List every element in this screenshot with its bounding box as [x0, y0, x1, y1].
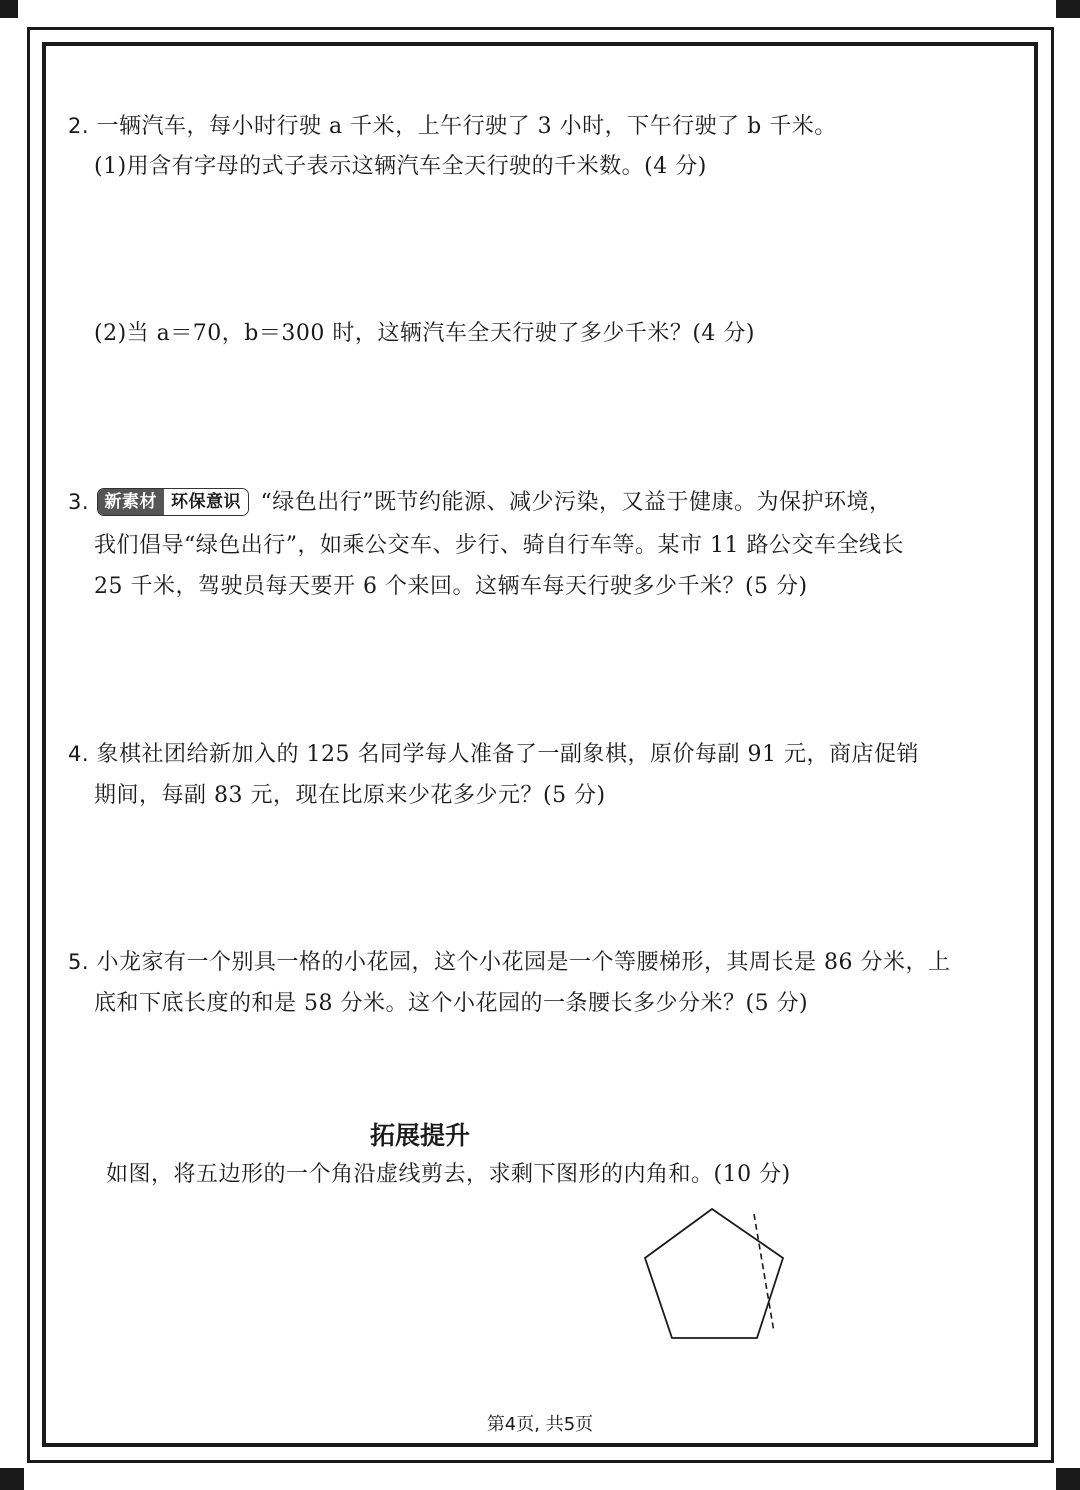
q4-line2: 期间，每副 83 元，现在比原来少花多少元？(5 分) [94, 783, 606, 808]
tag-new-material: 新素材 [98, 489, 165, 515]
q5-number: 5. [68, 950, 90, 974]
q4-number: 4. [68, 742, 90, 766]
corner-mark-top-left [0, 0, 18, 18]
pentagon-shape [645, 1209, 783, 1338]
q5-line1 [68, 947, 951, 978]
q2-number: 2. [68, 114, 90, 138]
q2-part2: (2)当 a＝70，b＝300 时，这辆汽车全天行驶了多少千米？(4 分) [94, 321, 755, 346]
q4-line1-text: 象棋社团给新加入的 125 名同学每人准备了一副象棋，原价每副 91 元，商店促销 [96, 742, 920, 767]
extension-question: 如图，将五边形的一个角沿虚线剪去，求剩下图形的内角和。(10 分) [106, 1162, 791, 1187]
q3-number: 3. [68, 490, 90, 514]
q3-line2: 我们倡导“绿色出行”，如乘公交车、步行、骑自行车等。某市 11 路公交车全线长 [94, 533, 904, 558]
corner-mark-top-right [1056, 0, 1080, 18]
q4-line1 [68, 739, 919, 770]
q3-line1-text: “绿色出行”既节约能源、减少污染，又益于健康。为保护环境， [260, 490, 892, 515]
q5-line1-text: 小龙家有一个别具一格的小花园，这个小花园是一个等腰梯形，其周长是 86 分米，上 [96, 950, 951, 975]
corner-mark-bottom-left [0, 1468, 24, 1490]
page-number: 第4页, 共5页 [486, 1414, 594, 1435]
q3-line3: 25 千米，驾驶员每天要开 6 个来回。这辆车每天行驶多少千米？(5 分) [94, 574, 808, 599]
q2-stem-text: 一辆汽车，每小时行驶 a 千米，上午行驶了 3 小时，下午行驶了 b 千米。 [96, 114, 837, 139]
q3-tag [97, 488, 250, 516]
pentagon-figure [630, 1200, 800, 1350]
q2-part1: (1)用含有字母的式子表示这辆汽车全天行驶的千米数。(4 分) [94, 154, 707, 179]
section-title-extension: 拓展提升 [370, 1121, 471, 1150]
corner-mark-bottom-right [1056, 1468, 1080, 1490]
q5-line2: 底和下底长度的和是 58 分米。这个小花园的一条腰长多少分米？(5 分) [94, 991, 809, 1016]
q3-line1 [68, 487, 892, 518]
q2-stem [68, 111, 837, 142]
tag-eco-awareness: 环保意识 [164, 489, 248, 515]
